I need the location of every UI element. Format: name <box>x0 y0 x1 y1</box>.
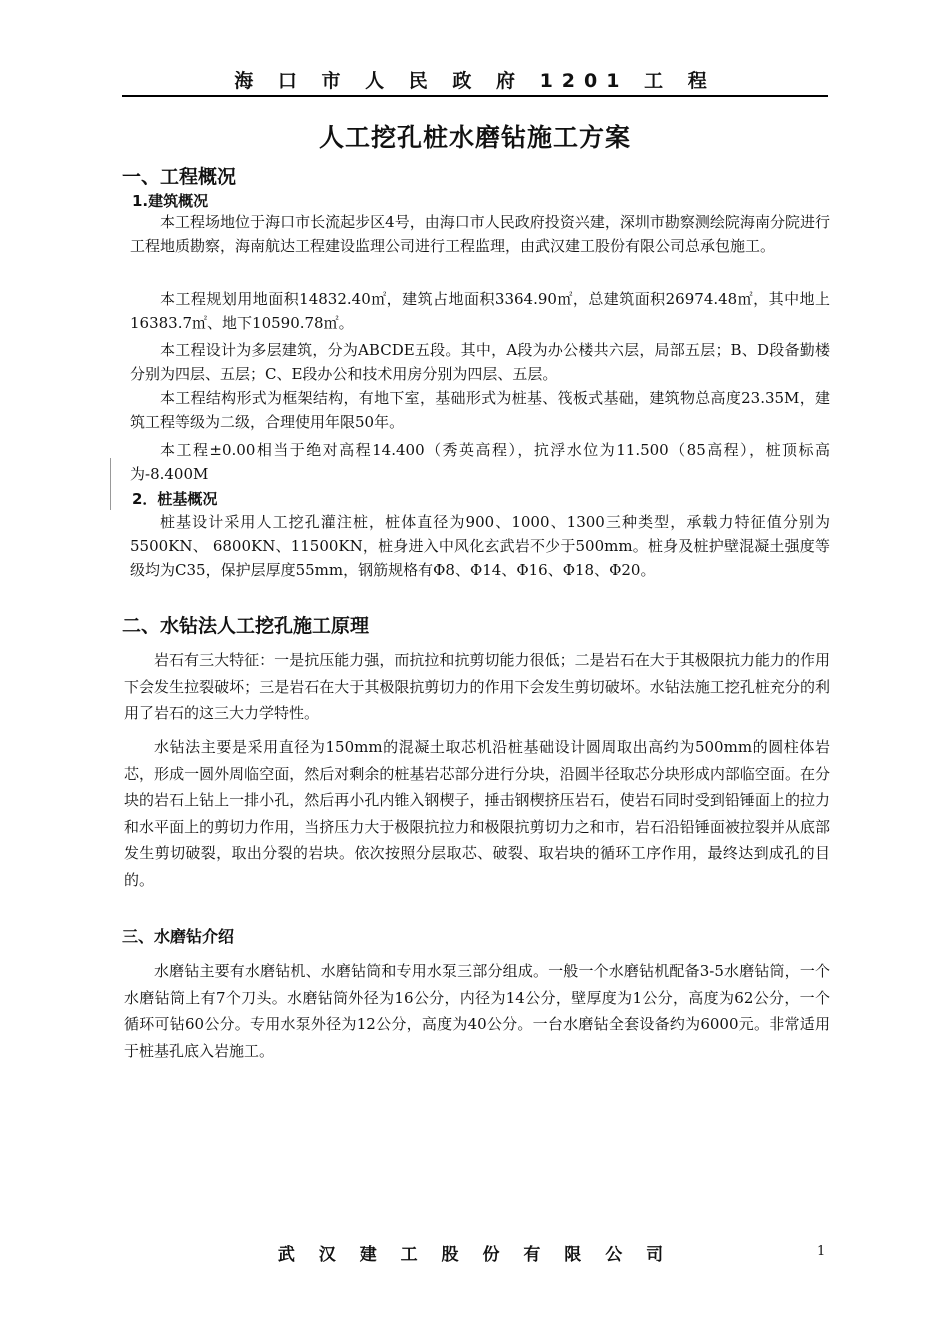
paragraph-elevation: 本工程±0.00相当于绝对高程14.400（秀英高程），抗浮水位为11.500（85高程），桩顶标高为-8.400M <box>130 441 830 483</box>
page-number: 1 <box>817 1244 826 1259</box>
section-2-heading: 二、水钻法人工挖孔施工原理 <box>122 615 370 637</box>
subsection-1-2-heading: 2．桩基概况 <box>132 490 218 508</box>
paragraph-drill-introduction: 水磨钻主要有水磨钻机、水磨钻筒和专用水泵三部分组成。一般一个水磨钻机配备3-5水磨钻筒，一个水磨钻筒上有7个刀头。水磨钻筒外径为16公分，内径为14公分，壁厚度为1公分，高度为62公分，一个循环可钻60公分。专用水泵外径为12公分，高度为40公分。一台水磨钻全套设备约为6000元。非常适用于桩基孔底入岩施工。 <box>124 962 830 1060</box>
paragraph-area: 本工程规划用地面积14832.40㎡，建筑占地面积3364.90㎡，总建筑面积26974.48㎡，其中地上16383.7㎡、地下10590.78㎡。 <box>130 290 830 332</box>
margin-change-bar <box>110 458 111 510</box>
paragraph-structure: 本工程结构形式为框架结构，有地下室，基础形式为桩基、筏板式基础，建筑物总高度23.35M，建筑工程等级为二级，合理使用年限50年。 <box>130 389 830 431</box>
paragraph-rock-properties: 岩石有三大特征：一是抗压能力强，而抗拉和抗剪切能力很低；二是岩石在大于其极限抗力能力的作用下会发生拉裂破坏；三是岩石在大于其极限抗剪切力的作用下会发生剪切破坏。水钻法施工挖孔桩充分的利用了岩石的这三大力学特性。 <box>124 651 830 722</box>
section-1-heading: 一、工程概况 <box>122 166 237 188</box>
running-header: 海 口 市 人 民 政 府 1201 工 程 <box>234 70 716 92</box>
subsection-1-1-heading: 1.建筑概况 <box>132 192 209 210</box>
paragraph-site-overview: 本工程场地位于海口市长流起步区4号，由海口市人民政府投资兴建，深圳市勘察测绘院海南分院进行工程地质勘察，海南航达工程建设监理公司进行工程监理，由武汉建工股份有限公司总承包施工。 <box>130 213 830 255</box>
paragraph-building-sections: 本工程设计为多层建筑，分为ABCDE五段。其中，A段为办公楼共六层，局部五层；B、D段备勤楼分别为四层、五层；C、E段办公和技术用房分别为四层、五层。 <box>130 341 830 383</box>
paragraph-pile-overview: 桩基设计采用人工挖孔灌注桩，桩体直径为900、1000、1300三种类型，承载力特征值分别为5500KN、 6800KN、11500KN，桩身进入中风化玄武岩不少于500mm。桩身及桩护壁混凝土强度等级均为C35，保护层厚度55mm，钢筋规格有Φ8、Φ14、Φ16、Φ18、Φ20。 <box>130 513 830 579</box>
header-rule <box>122 95 828 97</box>
footer-company-name: 武 汉 建 工 股 份 有 限 公 司 <box>277 1245 673 1265</box>
document-title: 人工挖孔桩水磨钻施工方案 <box>318 123 631 152</box>
paragraph-water-drill-method: 水钻法主要是采用直径为150mm的混凝土取芯机沿桩基础设计圆周取出高约为500mm的圆柱体岩芯，形成一圆外周临空面，然后对剩余的桩基岩芯部分进行分块，沿圆半径取芯分块形成内部临空面。在分块的岩石上钻上一排小孔，然后再小孔内锥入钢楔子，捶击钢楔挤压岩石，使岩石同时受到铅锤面上的拉力和水平面上的剪切力作用，当挤压力大于极限抗拉力和极限抗剪切力之和市，岩石沿铅锤面被拉裂并从底部发生剪切破裂，取出分裂的岩块。依次按照分层取芯、破裂、取岩块的循环工序作用，最终达到成孔的目的。 <box>124 738 830 889</box>
section-3-heading: 三、水磨钻介绍 <box>122 927 235 946</box>
